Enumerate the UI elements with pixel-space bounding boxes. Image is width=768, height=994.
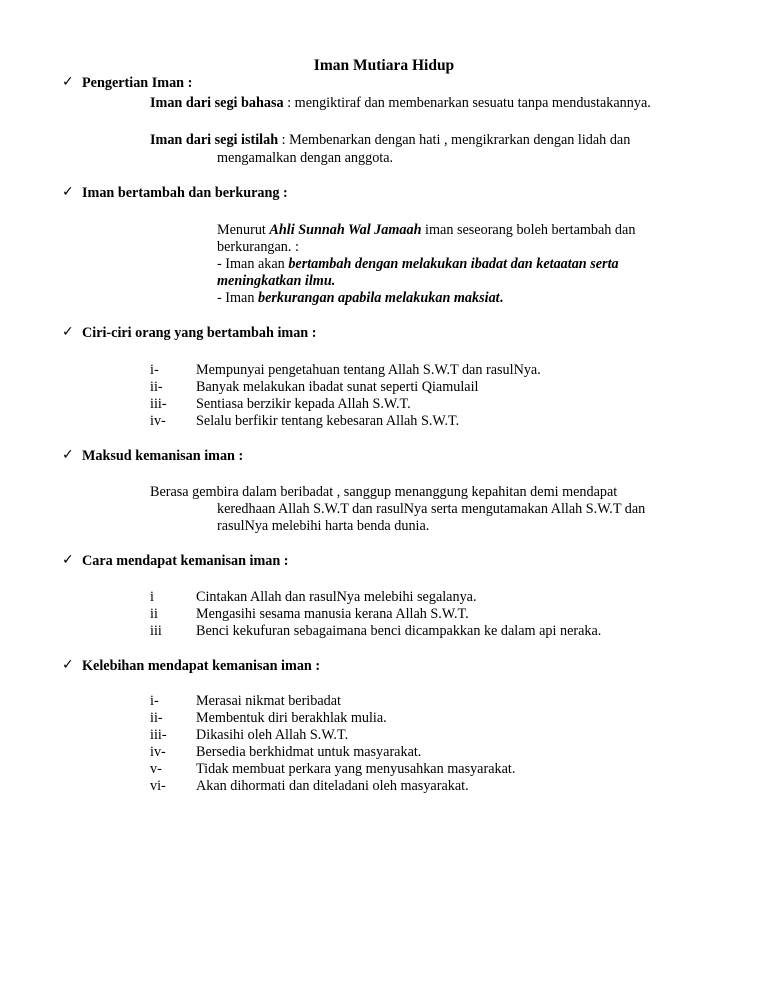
list-item: Bersedia berkhidmat untuk masyarakat. — [196, 744, 422, 760]
list-number: i — [150, 589, 154, 605]
list-item: Membentuk diri berakhlak mulia. — [196, 710, 387, 726]
paragraph-line: - Iman berkurangan apabila melakukan maksiat. — [217, 290, 504, 306]
list-number: vi- — [150, 778, 166, 794]
page-title: Iman Mutiara Hidup — [313, 57, 455, 74]
section-heading-maksud: ✓ Maksud kemanisan iman : — [62, 447, 244, 464]
list-item: Merasai nikmat beribadat — [196, 693, 341, 709]
list-number: iii- — [150, 396, 167, 412]
definition-bahasa: Iman dari segi bahasa : mengiktiraf dan membenarkan sesuatu tanpa mendustakannya. — [150, 95, 651, 111]
list-number: iv- — [150, 413, 166, 429]
list-item: Akan dihormati dan diteladani oleh masyarakat. — [196, 778, 469, 794]
checkmark-icon: ✓ — [62, 657, 74, 673]
list-item: Cintakan Allah dan rasulNya melebihi segalanya. — [196, 589, 477, 605]
paragraph-line: rasulNya melebihi harta benda dunia. — [217, 518, 430, 534]
checkmark-icon: ✓ — [62, 74, 74, 90]
list-item: Sentiasa berzikir kepada Allah S.W.T. — [196, 396, 411, 412]
section-heading-kelebihan: ✓ Kelebihan mendapat kemanisan iman : — [62, 657, 321, 674]
checkmark-icon: ✓ — [62, 184, 74, 200]
definition-istilah: Iman dari segi istilah : Membenarkan dengan hati , mengikrarkan dengan lidah dan — [150, 132, 631, 148]
paragraph-line: keredhaan Allah S.W.T dan rasulNya serta mengutamakan Allah S.W.T dan — [217, 501, 646, 517]
list-item: Tidak membuat perkara yang menyusahkan masyarakat. — [196, 761, 516, 777]
list-number: ii- — [150, 710, 163, 726]
section-heading-cara: ✓ Cara mendapat kemanisan iman : — [62, 552, 289, 569]
paragraph-line: Berasa gembira dalam beribadat , sanggup menanggung kepahitan demi mendapat — [150, 484, 618, 500]
section-heading-bertambah-berkurang: ✓ Iman bertambah dan berkurang : — [62, 184, 288, 201]
list-number: iii- — [150, 727, 167, 743]
list-number: iv- — [150, 744, 166, 760]
definition-istilah-cont: mengamalkan dengan anggota. — [217, 150, 394, 166]
list-number: ii- — [150, 379, 163, 395]
section-heading-ciri-ciri: ✓ Ciri-ciri orang yang bertambah iman : — [62, 324, 317, 341]
list-item: Banyak melakukan ibadat sunat seperti Qiamulail — [196, 379, 479, 395]
list-item: Mempunyai pengetahuan tentang Allah S.W.T dan rasulNya. — [196, 362, 541, 378]
section-heading-pengertian: ✓ Pengertian Iman : — [62, 74, 193, 91]
list-number: ii — [150, 606, 158, 622]
checkmark-icon: ✓ — [62, 324, 74, 340]
list-item: Mengasihi sesama manusia kerana Allah S.W.T. — [196, 606, 469, 622]
paragraph-line: Menurut Ahli Sunnah Wal Jamaah iman seseorang boleh bertambah dan — [217, 222, 636, 238]
paragraph-line: - Iman akan bertambah dengan melakukan ibadat dan ketaatan serta — [217, 256, 619, 272]
paragraph-line: meningkatkan ilmu. — [217, 273, 336, 289]
list-item: Benci kekufuran sebagaimana benci dicampakkan ke dalam api neraka. — [196, 623, 602, 639]
list-item: Selalu berfikir tentang kebesaran Allah S.W.T. — [196, 413, 460, 429]
checkmark-icon: ✓ — [62, 552, 74, 568]
paragraph-line: berkurangan. : — [217, 239, 299, 255]
list-item: Dikasihi oleh Allah S.W.T. — [196, 727, 349, 743]
list-number: iii — [150, 623, 162, 639]
list-number: i- — [150, 362, 159, 378]
list-number: v- — [150, 761, 162, 777]
checkmark-icon: ✓ — [62, 447, 74, 463]
list-number: i- — [150, 693, 159, 709]
